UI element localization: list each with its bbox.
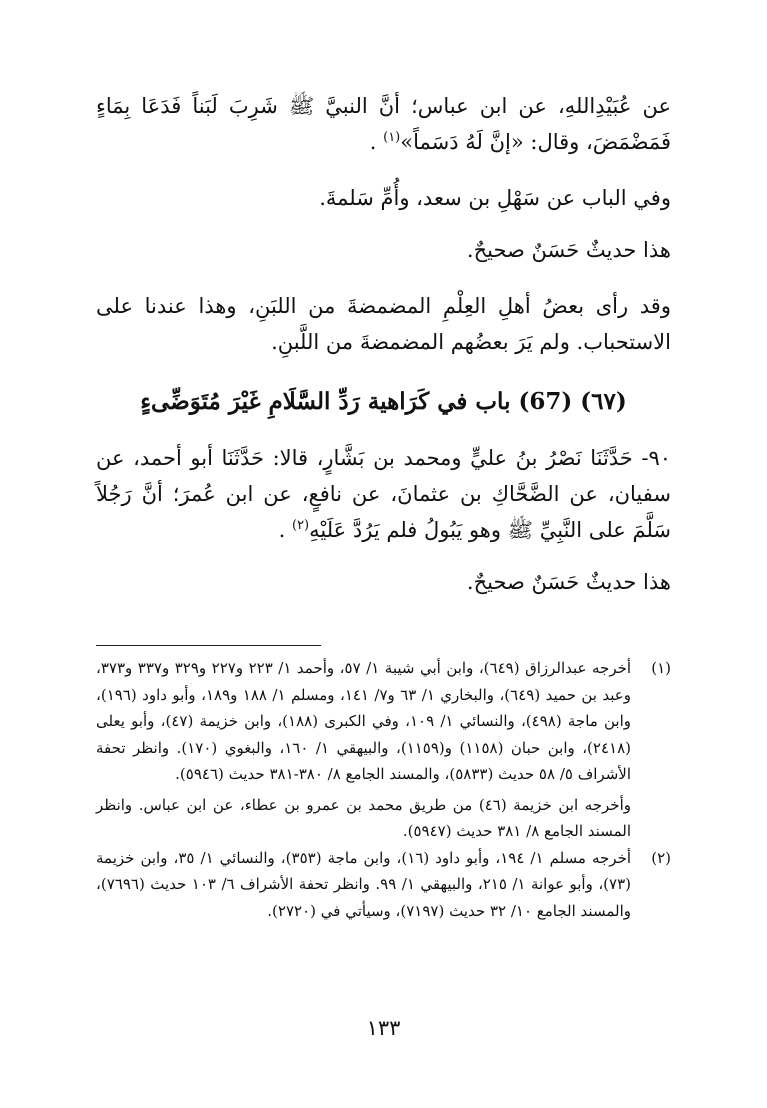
- footnote-1-number: (١): [651, 659, 671, 677]
- grading-89: هذا حديثٌ حَسَنٌ صحيحٌ.: [466, 238, 671, 262]
- footnote-2: [96, 845, 671, 925]
- hadith-89-text: عن عُبَيْدِاللهِ، عن ابن عباس؛ أنَّ النبيَّ ﷺ شَرِبَ لَبَناً فَدَعَا بِمَاءٍ فَمَضْمَضَ، وقال: «إنَّ لَهُ دَسَماً»: [96, 94, 671, 154]
- hadith-90: [96, 440, 671, 548]
- footnote-1-body: [96, 655, 631, 845]
- hadith-89-end: .: [369, 130, 384, 154]
- footnote-ref-2: (٢): [291, 518, 310, 533]
- related-narrations: وفي الباب عن سَهْلِ بن سعد، وأُمِّ سَلمةَ.: [319, 186, 671, 210]
- page-number: ١٣٣: [366, 1016, 401, 1040]
- footnote-2-text: أخرجه مسلم ١/ ١٩٤، وأبو داود (١٦)، وابن ماجة (٣٥٣)، والنسائي ١/ ٣٥، وابن خزيمة (٧٣)، وأبو عوانة ١/ ٢١٥، والبيهقي ١/ ٩٩. وانظر تحفة الأشراف ٦/ ١٠٣ حديث (٧٦٩٦)، والمسند الجامع ١٠/ ٣٢ حديث (٧١٩٧)، وسيأتي في (٢٧٢٠).: [96, 848, 632, 920]
- footnote-separator: [96, 645, 321, 646]
- chapter-heading: (٦٧) (67) باب في كَرَاهية رَدِّ السَّلَامِ غَيْرَ مُتَوَضِّىءٍ: [140, 388, 627, 415]
- footnote-2-number: (٢): [651, 848, 671, 867]
- footnotes: [96, 655, 671, 924]
- scholars-comment: وقد رأى بعضُ أهلِ العِلْمِ المضمضةَ من اللبَنِ، وهذا عندنا على الاستحباب. ولم يَرَ بعضُهم المضمضةَ من اللَّبنِ.: [96, 294, 671, 354]
- footnote-1-subnote: وأخرجه ابن خزيمة (٤٦) من طريق محمد بن عمرو بن عطاء، عن ابن عباس. وانظر المسند الجامع ٨/ ٣٨١ حديث (٥٩٤٧).: [96, 795, 631, 840]
- hadith-90-text: ٩٠- حَدَّثَنَا نَصْرُ بنُ عليٍّ ومحمد بن بَشَّارٍ، قالا: حَدَّثَنَا أبو أحمد، عن سفيان، عن الضَّحَّاكِ بن عثمانَ، عن نافعٍ، عن ابن عُمرَ؛ أنَّ رَجُلاً سَلَّمَ على النَّبِيِّ ﷺ وهو يَبُولُ فلم يَرُدَّ عَلَيْهِ: [96, 446, 671, 542]
- grading-90: هذا حديثٌ حَسَنٌ صحيحٌ.: [466, 570, 671, 594]
- hadith-89-continuation: [96, 88, 671, 160]
- footnote-ref-1: (١): [383, 130, 401, 145]
- footnote-2-body: [96, 845, 631, 925]
- hadith-90-end: .: [278, 518, 292, 542]
- main-text: [96, 88, 671, 600]
- footnote-1: [96, 655, 671, 845]
- footnote-1-text: أخرجه عبدالرزاق (٦٤٩)، وابن أبي شيبة ١/ ٥٧، وأحمد ١/ ٢٢٣ و٢٢٧ و٣٢٩ و٣٣٧ و٣٧٣، وعبد بن حميد (٦٤٩)، والبخاري ١/ ٦٣ و٧/ ١٤١، ومسلم ١/ ١٨٨ و١٨٩، وأبو داود (١٩٦)، وابن ماجة (٤٩٨)، والنسائي ١/ ١٠٩، وفي الكبرى (١٨٨)، وابن خزيمة (٤٧)، وأبو يعلى (٢٤١٨)، وابن حبان (١١٥٨) و(١١٥٩)، والبيهقي ١/ ١٦٠، والبغوي (١٧٠). وانظر تحفة الأشراف ٥/ ٥٨ حديث (٥٨٣٣)، والمسند الجامع ٨/ ٣٨٠-٣٨١ حديث (٥٩٤٦).: [96, 659, 632, 783]
